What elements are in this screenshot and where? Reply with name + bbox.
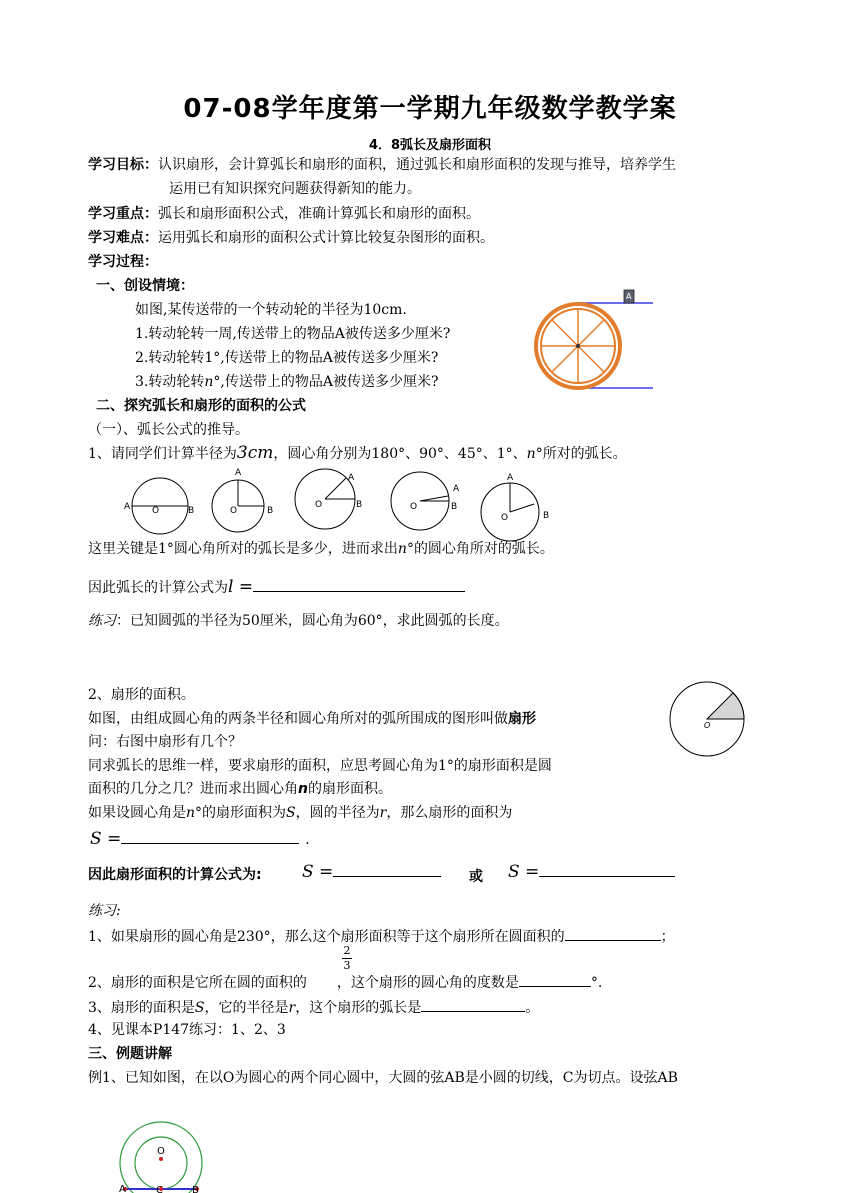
section1-q1: 1.转动轮转一周,传送带上的物品A被传送多少厘米?: [135, 326, 451, 342]
sector-s-line: S = .: [90, 829, 310, 849]
section1-heading: 一、创设情境：: [96, 278, 194, 294]
concentric-circles-figure: [112, 1114, 212, 1193]
svg-text:A: A: [348, 473, 355, 483]
sector-formula-1: S =: [302, 862, 441, 882]
sector-setup: 如果设圆心角是n°的扇形面积为S，圆的半径为r，那么扇形的面积为: [88, 805, 513, 821]
or-label: 或: [469, 869, 483, 885]
section2-heading: 二、探究弧长和扇形的面积的公式: [96, 398, 306, 414]
learning-process-label: 学习过程：: [88, 254, 158, 270]
arc-task: 1、请同学们计算半径为3cm，圆心角分别为180°、90°、45°、1°、n°所对的弧长。: [88, 443, 627, 463]
svg-text:A: A: [626, 292, 632, 301]
section1-q3: 3.转动轮转n°,传送带上的物品A被传送多少厘米?: [135, 374, 439, 390]
section1-q2: 2.转动轮转1°,传送带上的物品A被传送多少厘米?: [135, 350, 439, 366]
lesson-subtitle: 4．8弧长及扇形面积: [368, 138, 492, 153]
sector-question: 问：右图中扇形有几个？: [88, 734, 242, 750]
sector-formula-2: S =: [508, 862, 675, 882]
circle-n: [481, 473, 549, 541]
svg-text:A: A: [453, 484, 460, 494]
exercise-3-blank[interactable]: [421, 997, 525, 1012]
learning-goal-cont: 运用已有知识探究问题获得新知的能力。: [169, 181, 421, 197]
example-1-text: 例1、已知如图，在以O为圆心的两个同心圆中，大圆的弦AB是小圆的切线，C为切点。设弦AB: [88, 1070, 678, 1086]
learning-difficulty: 学习难点：运用弧长和扇形的面积公式计算比较复杂图形的面积。: [88, 230, 494, 246]
exercise-2: 2、扇形的面积是它所在圆的面积的 ，这个扇形的圆心角的度数是 °.: [88, 972, 602, 992]
sector-area-heading: 2、扇形的面积。: [88, 687, 195, 703]
learning-goal: 学习目标：认识扇形，会计算弧长和扇形的面积，通过弧长和扇形面积的发现与推导，培养学生: [88, 157, 676, 173]
learning-key: 学习重点：弧长和扇形面积公式，准确计算弧长和扇形的面积。: [88, 206, 480, 222]
svg-text:B: B: [188, 506, 195, 516]
svg-text:O: O: [704, 721, 711, 730]
sector-formula-blank-1[interactable]: [333, 862, 441, 877]
sector-formula-blank-2[interactable]: [539, 862, 675, 877]
exercise-1-blank[interactable]: [565, 926, 661, 941]
exercise-2-blank[interactable]: [519, 972, 591, 987]
svg-text:B: B: [267, 506, 274, 516]
circle-45: [295, 469, 362, 529]
arc-derivation-heading: （一）、弧长公式的推导。: [88, 422, 249, 438]
sector-thinking-2: 面积的几分之几？进而求出圆心角n的扇形面积。: [88, 781, 392, 797]
svg-text:O: O: [315, 500, 323, 510]
svg-text:O: O: [230, 506, 238, 516]
exercises-label: 练习:: [88, 903, 121, 919]
svg-text:A: A: [119, 1184, 126, 1193]
circle-90: [212, 468, 273, 532]
arc-formula-blank[interactable]: [253, 577, 465, 592]
section1-intro: 如图,某传送带的一个转动轮的半径为10cm.: [135, 302, 407, 318]
section3-heading: 三、例题讲解: [88, 1046, 172, 1062]
sector-definition: 如图，由组成圆心角的两条半径和圆心角所对的弧所围成的图形叫做扇形: [88, 711, 536, 727]
svg-text:B: B: [192, 1185, 199, 1193]
svg-text:O: O: [501, 513, 509, 523]
svg-text:O: O: [157, 1146, 165, 1157]
svg-text:O: O: [410, 502, 418, 512]
svg-text:C: C: [156, 1185, 163, 1193]
arc-practice: 练习：已知圆弧的半径为50厘米，圆心角为60°，求此圆弧的长度。: [88, 613, 509, 629]
sector-formula: 因此扇形面积的计算公式为:: [88, 867, 262, 883]
page-title: 07-08学年度第一学期九年级数学教学案: [183, 94, 677, 124]
exercise-1: 1、如果扇形的圆心角是230°，那么这个扇形面积等于这个扇形所在圆面积的 ；: [88, 926, 675, 946]
svg-text:A: A: [235, 468, 242, 478]
svg-text:A: A: [507, 473, 514, 483]
arc-key-point: 这里关键是1°圆心角所对的弧长是多少，进而求出n°的圆心角所对的弧长。: [88, 541, 554, 557]
exercise-4: 4、见课本P147练习：1、2、3: [88, 1022, 286, 1038]
svg-text:A: A: [124, 502, 131, 512]
exercise-3: 3、扇形的面积是S，它的半径是r，这个扇形的弧长是 。: [88, 997, 539, 1017]
svg-text:B: B: [356, 500, 363, 510]
sector-s-blank[interactable]: [121, 829, 299, 844]
svg-text:B: B: [451, 502, 458, 512]
sector-figure: [668, 680, 752, 760]
svg-text:B: B: [543, 511, 550, 521]
fraction-2-3: 2 3: [343, 944, 351, 972]
arc-circles-figure: [120, 466, 560, 546]
circle-1: [391, 472, 460, 530]
svg-text:O: O: [152, 506, 160, 516]
circle-180: [124, 478, 194, 534]
sector-thinking-1: 同求弧长的思维一样，要求扇形的面积，应思考圆心角为1°的扇形面积是圆: [88, 758, 552, 774]
arc-formula: 因此弧长的计算公式为l =: [88, 577, 465, 597]
conveyor-wheel-figure: [528, 282, 658, 394]
